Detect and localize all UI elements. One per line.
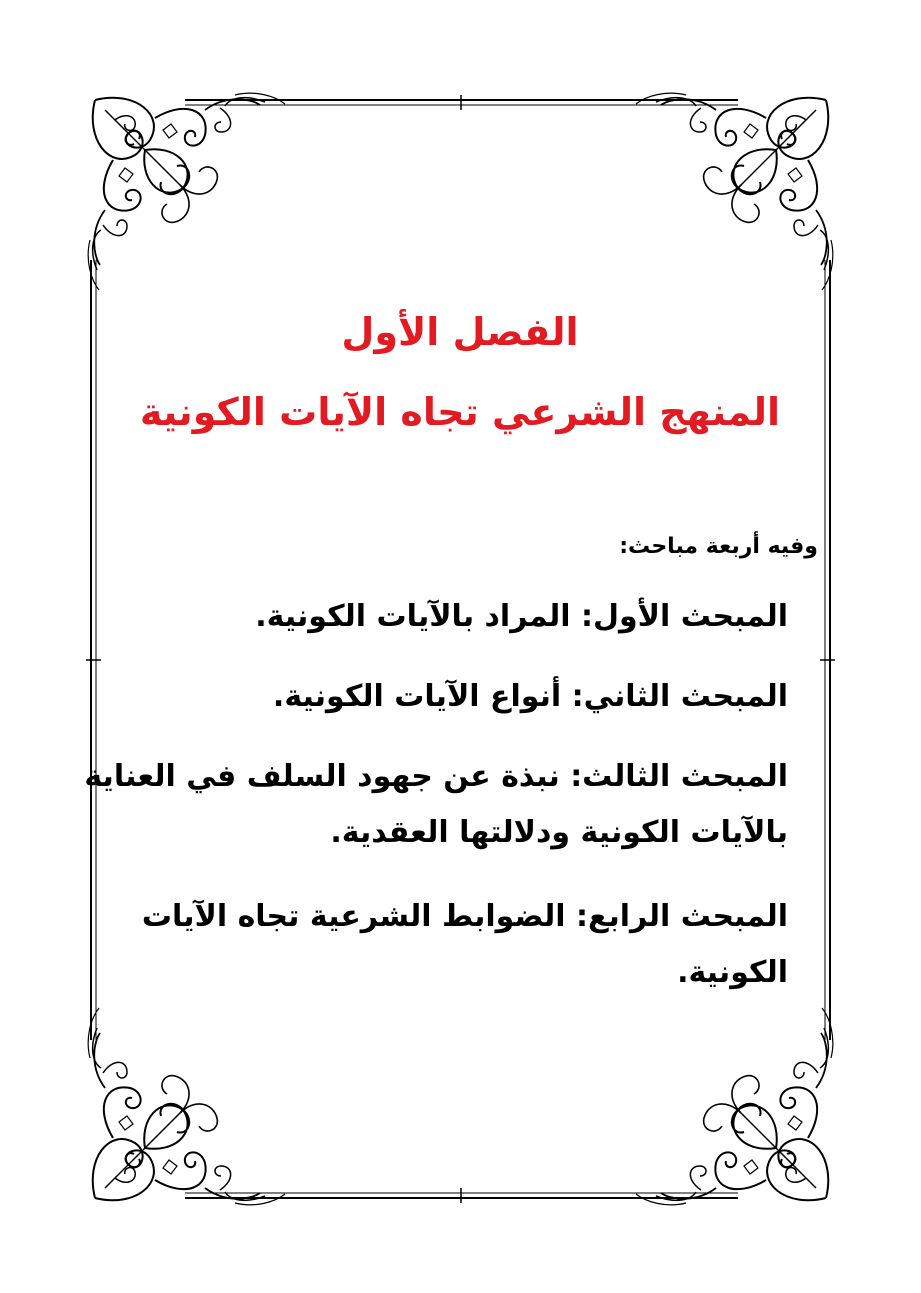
section-line: المبحث الثالث: نبذة عن جهود السلف في العناية <box>84 759 788 794</box>
floral-corner-ornament-bottom-left <box>88 1008 285 1205</box>
section-line: المبحث الرابع: الضوابط الشرعية تجاه الآيات <box>141 899 788 934</box>
chapter-title: الفصل الأول <box>341 310 579 354</box>
floral-corner-ornament-top-left <box>88 93 285 290</box>
intro-line: وفيه أربعة مباحث: <box>619 534 818 559</box>
chapter-subtitle: المنهج الشرعي تجاه الآيات الكونية <box>139 390 780 434</box>
section-item-2 <box>138 669 788 725</box>
section-line: المبحث الثاني: أنواع الآيات الكونية. <box>272 679 788 714</box>
section-item-1 <box>138 589 788 645</box>
section-line-continued: بالآيات الكونية ودلالتها العقدية. <box>330 815 788 850</box>
section-line-continued: الكونية. <box>677 955 788 990</box>
floral-corner-ornament-bottom-right <box>636 1008 833 1205</box>
section-item-3 <box>84 749 788 861</box>
border-lines <box>86 95 835 1203</box>
section-line: المبحث الأول: المراد بالآيات الكونية. <box>255 599 788 634</box>
floral-corner-ornament-top-right <box>636 93 833 290</box>
section-item-4 <box>138 889 788 1001</box>
